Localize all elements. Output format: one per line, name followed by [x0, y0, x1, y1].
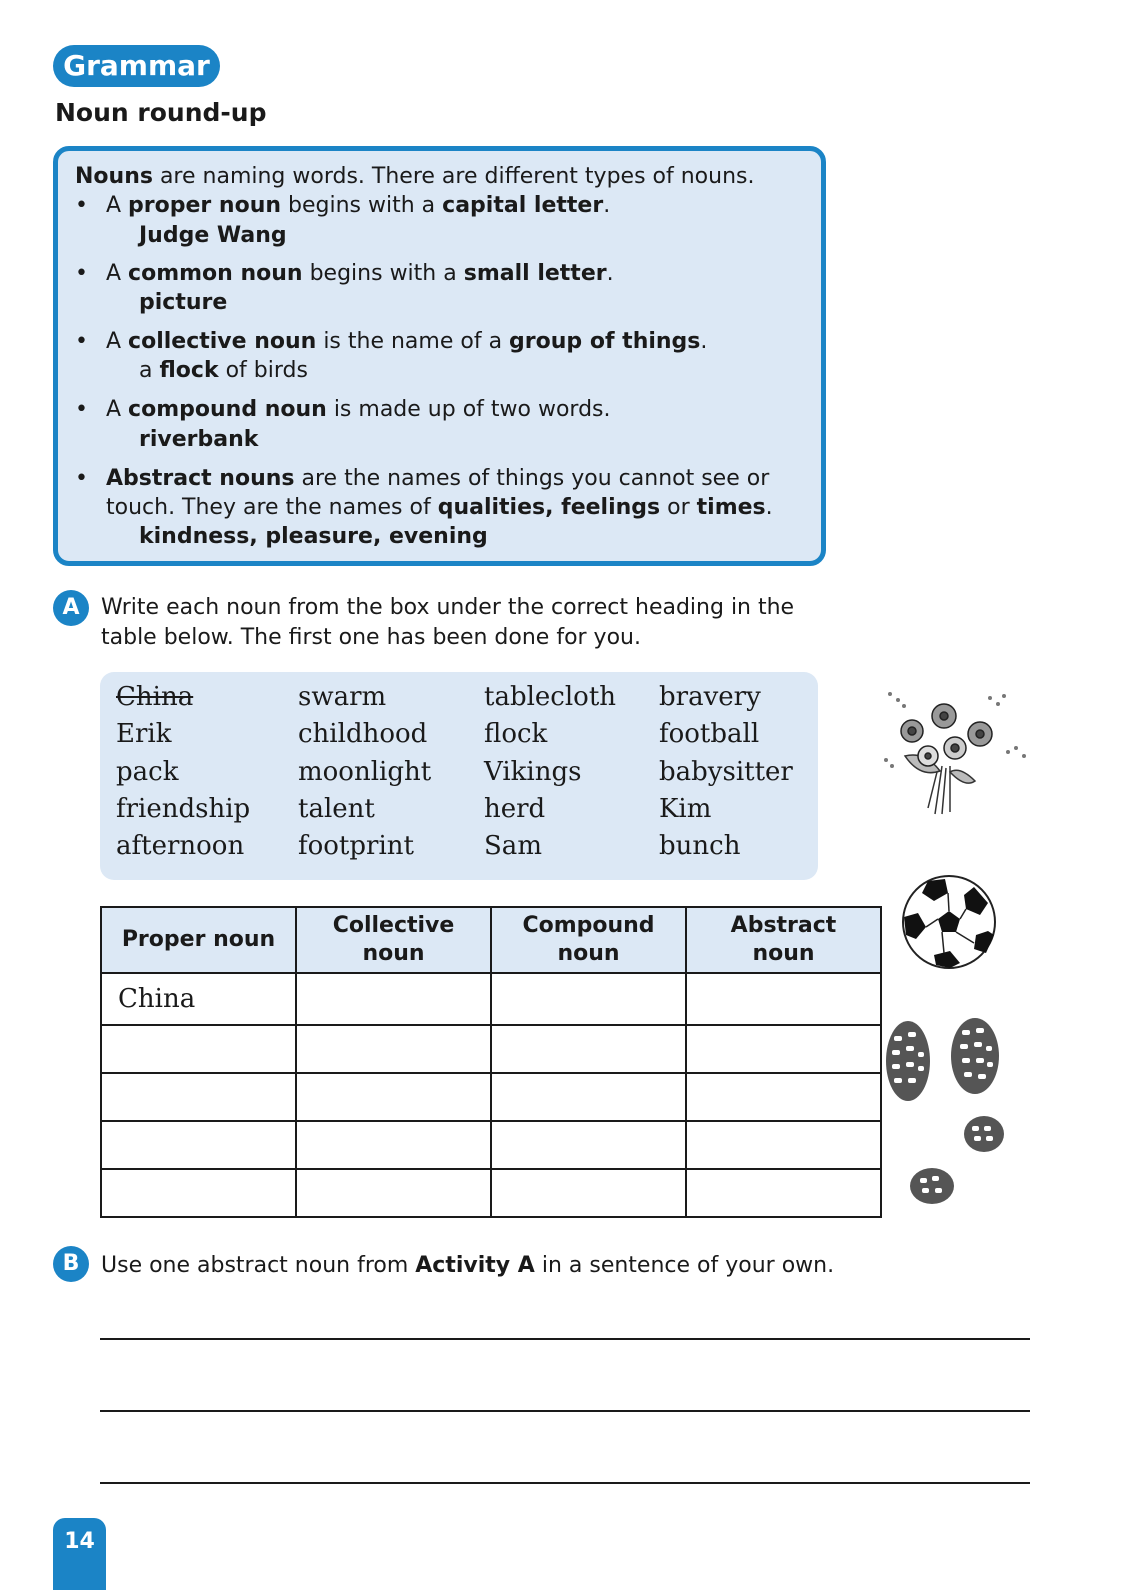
word-box [100, 672, 818, 880]
answer-cell[interactable] [101, 1025, 296, 1073]
word-item: moonlight [298, 757, 432, 787]
table-row [101, 1025, 881, 1073]
flower-bouquet-icon [880, 686, 1030, 816]
answer-cell[interactable] [101, 1073, 296, 1121]
compound-noun-rule: A compound noun is made up of two words. [106, 397, 611, 422]
answer-cell[interactable] [491, 1169, 686, 1217]
word-item: football [659, 719, 760, 749]
word-item: swarm [298, 682, 387, 712]
answer-cell[interactable] [491, 1121, 686, 1169]
bullet-dot: • [75, 466, 88, 491]
answer-line[interactable] [100, 1482, 1030, 1484]
answer-cell[interactable]: China [101, 973, 296, 1025]
header-collective-noun: Collective noun [296, 907, 491, 973]
proper-noun-rule: A proper noun begins with a capital letter. [106, 193, 611, 218]
answer-cell[interactable] [296, 1025, 491, 1073]
word-item: pack [116, 757, 179, 787]
header-compound-noun: Compound noun [491, 907, 686, 973]
answer-cell[interactable] [296, 973, 491, 1025]
page-number: 14 [53, 1518, 106, 1590]
common-noun-rule: A common noun begins with a small letter. [106, 261, 614, 286]
answer-cell[interactable] [491, 973, 686, 1025]
word-item: babysitter [659, 757, 793, 787]
word-item: Erik [116, 719, 172, 749]
footprints-icon [880, 1016, 1010, 1208]
answer-cell[interactable] [491, 1025, 686, 1073]
activity-b-badge: B [53, 1246, 89, 1282]
activity-a-badge: A [53, 590, 89, 626]
proper-noun-example: Judge Wang [139, 223, 287, 248]
word-item: herd [484, 794, 546, 824]
answer-cell[interactable] [686, 1025, 881, 1073]
header-proper-noun: Proper noun [101, 907, 296, 973]
word-item: footprint [298, 831, 414, 861]
word-item: talent [298, 794, 375, 824]
bullet-dot: • [75, 193, 88, 218]
word-item: bravery [659, 682, 761, 712]
collective-noun-rule: A collective noun is the name of a group of things. [106, 329, 708, 354]
answer-cell[interactable] [101, 1169, 296, 1217]
answer-line[interactable] [100, 1410, 1030, 1412]
answer-line[interactable] [100, 1338, 1030, 1340]
abstract-noun-example: kindness, pleasure, evening [139, 524, 488, 549]
common-noun-example: picture [139, 290, 228, 315]
activity-b-instruction: Use one abstract noun from Activity A in a sentence of your own. [101, 1253, 835, 1278]
bullet-dot: • [75, 261, 88, 286]
answer-cell[interactable] [296, 1073, 491, 1121]
table-row [101, 973, 881, 1025]
abstract-noun-rule: Abstract nouns are the names of things you cannot see or [106, 466, 770, 491]
activity-a-instruction: Write each noun from the box under the correct heading in the table below. The first one has been done for you. [101, 595, 795, 650]
word-item: Kim [659, 794, 712, 824]
answer-cell[interactable] [686, 1073, 881, 1121]
section-label: Grammar [53, 45, 220, 87]
answer-cell[interactable] [296, 1169, 491, 1217]
answer-cell[interactable] [101, 1121, 296, 1169]
collective-noun-example: a flock of birds [139, 358, 308, 383]
word-item: bunch [659, 831, 741, 861]
answer-cell[interactable] [686, 973, 881, 1025]
header-abstract-noun: Abstract noun [686, 907, 881, 973]
answer-cell[interactable] [296, 1121, 491, 1169]
answer-cell[interactable] [686, 1169, 881, 1217]
football-icon [900, 873, 998, 971]
word-item: flock [484, 719, 548, 749]
compound-noun-example: riverbank [139, 427, 259, 452]
table-row [101, 1169, 881, 1217]
word-item: tablecloth [484, 682, 617, 712]
table-row [101, 1073, 881, 1121]
answer-cell[interactable] [686, 1121, 881, 1169]
word-item: Sam [484, 831, 542, 861]
noun-table [100, 906, 882, 1218]
table-row [101, 1121, 881, 1169]
page-title: Noun round-up [55, 98, 267, 127]
word-item: China [116, 682, 194, 712]
word-item: friendship [116, 794, 251, 824]
noun-info-box [53, 146, 826, 566]
word-item: childhood [298, 719, 428, 749]
answer-cell[interactable] [491, 1073, 686, 1121]
info-intro: Nouns are naming words. There are different types of nouns. [75, 164, 755, 189]
word-item: afternoon [116, 831, 245, 861]
bullet-dot: • [75, 329, 88, 354]
word-item: Vikings [484, 757, 582, 787]
bullet-dot: • [75, 397, 88, 422]
abstract-noun-rule-cont: touch. They are the names of qualities, feelings or times. [106, 495, 773, 520]
